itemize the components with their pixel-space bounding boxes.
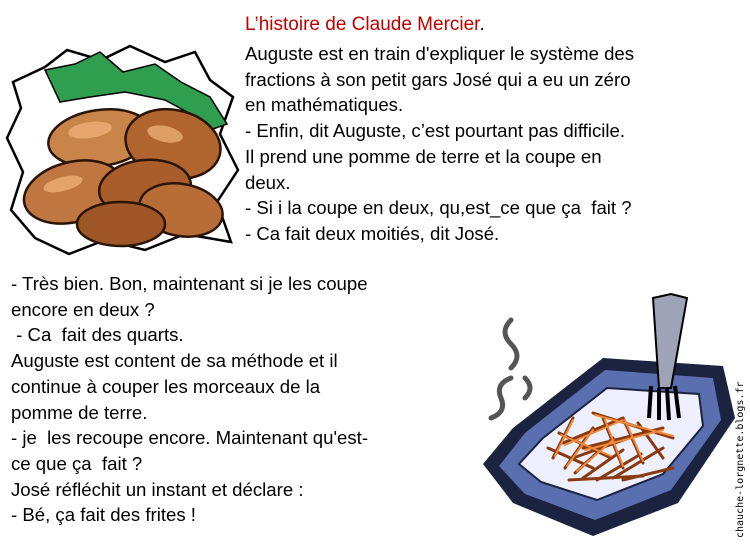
story-bottom-line: - Très bien. Bon, maintenant si je les coupe (11, 273, 368, 294)
title-period: . (479, 14, 485, 35)
steam-lines (491, 320, 530, 418)
story-text-bottom (11, 271, 368, 528)
story-top-line: - Enfin, dit Auguste, c’est pourtant pas difficile. (245, 120, 626, 142)
story-bottom-line: ce que ça fait ? (11, 452, 143, 474)
story-text-top (245, 41, 634, 247)
story-title: L’histoire de Claude Mercier (245, 14, 480, 35)
story-bottom-line: - Ca fait des quarts. (11, 324, 184, 346)
watermark (735, 381, 747, 538)
story-top-line: deux. (245, 171, 291, 193)
story-bottom-line: pomme de terre. (11, 401, 148, 423)
story-top-line: - Si i la coupe en deux, qu,est_ce que ça fait ? (245, 197, 632, 219)
story-top-line: en mathématiques. (245, 94, 404, 116)
fries-plate-illustration (473, 268, 738, 540)
story-bottom-line: - Bé, ça fait des frites ! (11, 504, 196, 526)
story-bottom-line: José réfléchit un instant et déclare : (11, 478, 304, 500)
story-top-line: - Ca fait deux moitiés, dit José. (245, 222, 500, 244)
plate (483, 358, 735, 536)
story-top-line: fractions à son petit gars José qui a eu un zéro (245, 68, 631, 90)
story-bottom-line: encore en deux ? (11, 298, 155, 320)
story-top-line: Auguste est en train d'expliquer le système des (245, 43, 635, 64)
story-bottom-line: continue à couper les morceaux de la (11, 375, 321, 397)
story-bottom-line: - je les recoupe encore. Maintenant qu'est- (11, 427, 369, 449)
watermark-text: chauche-lorgnette.blogs.fr (735, 381, 746, 538)
story-top-line: Il prend une pomme de terre et la coupe en (245, 145, 602, 167)
story-bottom-line: Auguste est content de sa méthode et il (11, 350, 338, 372)
potatoes-illustration (5, 42, 241, 257)
story-title-line (245, 13, 485, 37)
